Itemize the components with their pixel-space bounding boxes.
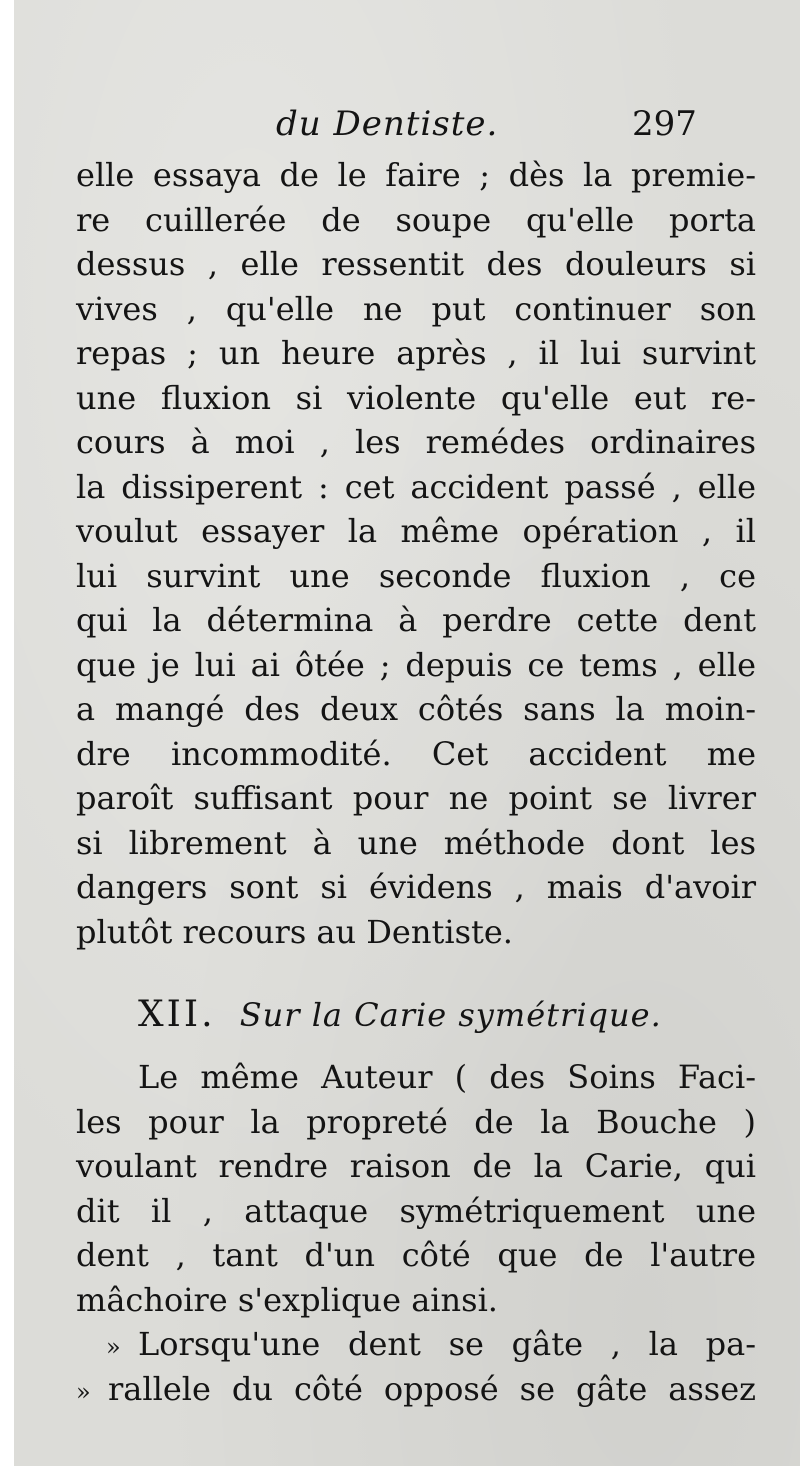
text-line: qui la détermina à perdre cette dent	[76, 601, 756, 639]
quote-line	[76, 1322, 756, 1367]
quote-text: Lorsqu'une dent se gâte , la pa-	[138, 1325, 756, 1363]
guillemet-mark: »	[106, 1333, 121, 1361]
text-line: dangers sont si évidens , mais d'avoir	[76, 868, 756, 906]
text-line: Le même Auteur ( des Soins Faci-	[138, 1058, 756, 1096]
text-line: vives , qu'elle ne put continuer son	[76, 289, 756, 328]
text-line: les pour la propreté de la Bouche )	[76, 1102, 756, 1141]
text-line: re cuillerée de soupe qu'elle porta	[76, 200, 756, 239]
text-line: repas ; un heure après , il lui survint	[76, 334, 756, 372]
book-page	[14, 0, 800, 1466]
text-line: dessus , elle ressentit des douleurs si	[76, 245, 756, 283]
quote-line	[76, 1367, 756, 1412]
guillemet-mark: »	[76, 1377, 91, 1406]
text-line: elle essaya de le faire ; dès la premie-	[76, 156, 756, 194]
text-line: a mangé des deux côtés sans la moin-	[76, 690, 756, 728]
text-line: dit il , attaque symétriquement une	[76, 1191, 756, 1230]
section-number: XII.	[138, 994, 216, 1035]
text-line: dent , tant d'un côté que de l'autre	[76, 1236, 756, 1274]
section-heading	[76, 993, 756, 1037]
text-line: voulant rendre raison de la Carie, qui	[76, 1147, 756, 1185]
paragraph-carie	[76, 1055, 756, 1411]
text-line: une fluxion si violente qu'elle eut re-	[76, 378, 756, 417]
text-line: la dissiperent : cet accident passé , elle	[76, 467, 756, 506]
paragraph-continued	[76, 153, 756, 954]
scan-margin	[0, 0, 14, 1466]
text-line: que je lui ai ôtée ; depuis ce tems , elle	[76, 645, 756, 684]
text-line: cours à moi , les remédes ordinaires	[76, 423, 756, 461]
text-line: dre incommodité. Cet accident me	[76, 734, 756, 773]
text-line: paroît suffisant pour ne point se livrer	[76, 779, 756, 817]
text-line: si librement à une méthode dont les	[76, 823, 756, 862]
quote-text: rallele du côté opposé se gâte assez	[108, 1369, 756, 1408]
text-line: plutôt recours au Dentiste.	[76, 912, 513, 951]
text-line: mâchoire s'explique ainsi.	[76, 1280, 498, 1319]
page-number: 297	[632, 104, 697, 144]
text-line: lui survint une seconde fluxion , ce	[76, 556, 756, 595]
section-title: Sur la Carie symétrique.	[239, 996, 662, 1034]
running-title: du Dentiste.	[276, 104, 499, 144]
text-line: voulut essayer la même opération , il	[76, 512, 756, 550]
running-head	[14, 104, 800, 154]
